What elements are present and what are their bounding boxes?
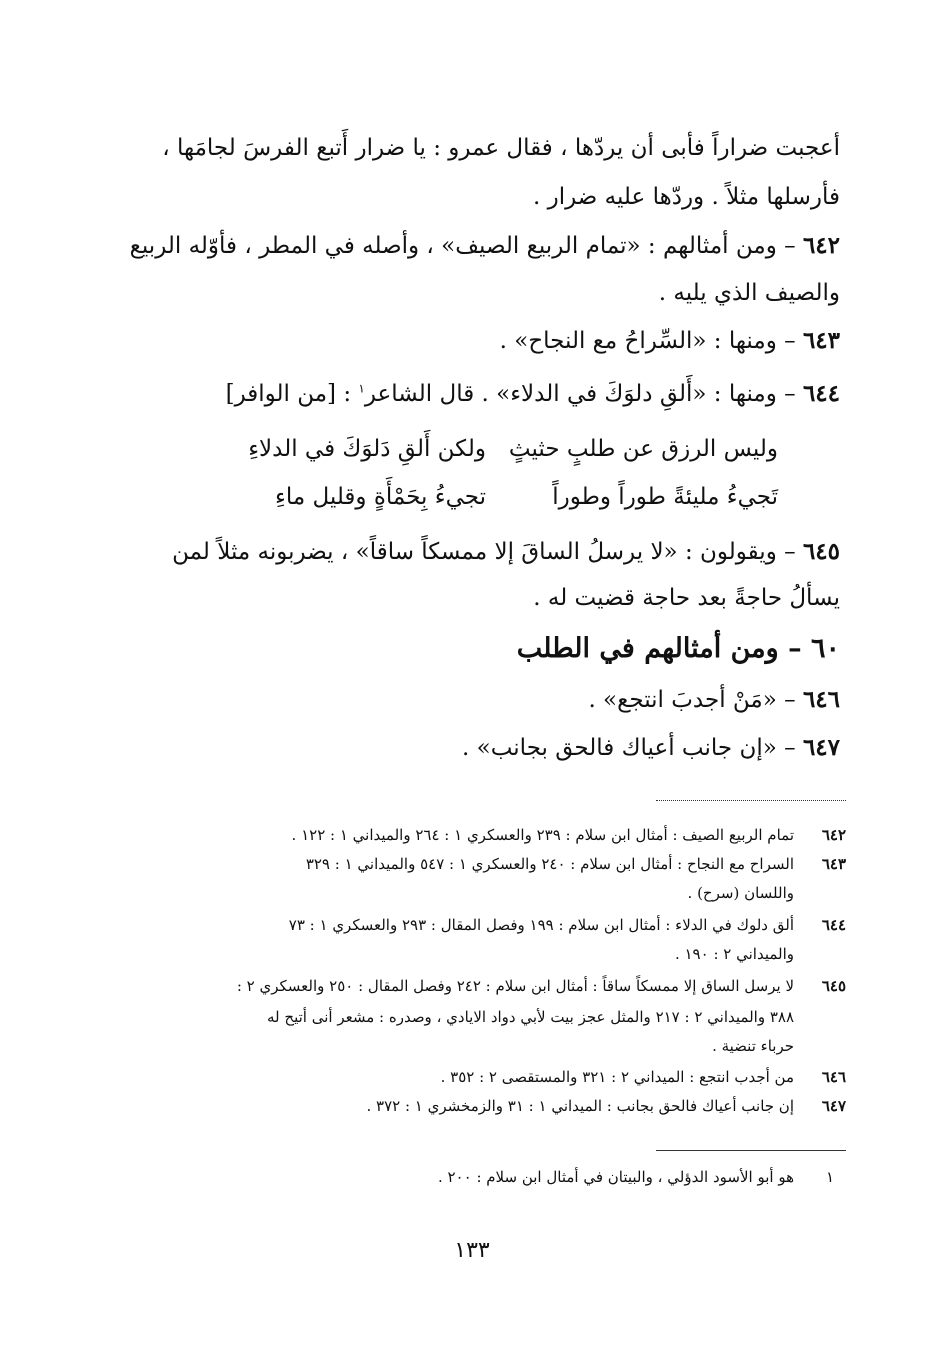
footnote-mark: ١ [825,1168,834,1186]
entry-643-text: – ومنها : «السِّراحُ مع النجاح» . [499,328,803,354]
note-647-line-1: إن جانب أعياك فالحق بجانب : الميداني ١ : ٣١ والزمخشري ١ : ٣٧٢ . [366,1097,794,1115]
footnote-reference: ١ [358,381,365,396]
note-643-number: ٦٤٣ [821,855,846,873]
entry-646-text: – «مَنْ أجدبَ انتجع» . [588,687,803,713]
intro-line-1-text: أعجبت ضراراً فأبى أن يردّها ، فقال عمرو : يا ضرار أَتبع الفرسَ لجامَها ، [162,135,840,161]
footnote-divider [656,1150,846,1151]
note-644-line-1: ألق دلوك في الدلاء : أمثال ابن سلام : ١٩٩ وفصل المقال : ٢٩٣ والعسكري ١ : ٧٣ [288,916,794,934]
verse-1-first-hemistich-text: وليس الرزق عن طلبٍ حثيثٍ [508,436,778,462]
entry-645-number: ٦٤٥ [802,538,840,565]
note-645-line-3: حرباء تنضية . [712,1037,794,1055]
note-646-number: ٦٤٦ [821,1068,846,1086]
entry-643 [170,327,840,356]
entry-647 [170,734,840,763]
intro-line-1 [162,135,840,163]
entry-644-text: – ومنها : «أَلقِ دلوَكَ في الدلاء» . قال الشاعر [364,381,803,407]
intro-line-2-text: فأرسلها مثلاً . وردّها عليه ضرار . [533,184,840,210]
poetic-meter: : [من الوافر] [225,381,359,407]
verse-1-second-hemistich-text: ولكن أَلقِ دَلوَكَ في الدلاءِ [248,436,486,462]
intro-line-2 [170,184,840,212]
verse-2-first-hemistich-text: تَجيءُ مليئةً طوراً وطوراً [552,484,778,510]
verse-2-first-hemistich [552,484,778,510]
note-647-number: ٦٤٧ [821,1097,846,1115]
entry-645-text-continued: يسألُ حاجةً بعد حاجة قضيت له . [533,585,840,611]
entry-644-number: ٦٤٤ [802,380,840,407]
verse-1-second-hemistich [248,436,486,462]
entry-643-number: ٦٤٣ [802,327,840,354]
page-number: ١٣٣ [454,1238,490,1263]
note-645-number: ٦٤٥ [821,977,846,995]
entry-645-line-2 [170,585,840,613]
entry-642-text: – ومن أمثالهم : «تمام الربيع الصيف» ، وأصله في المطر ، فأوّله الربيع [129,233,803,259]
entry-642-number: ٦٤٢ [802,232,840,259]
notes-divider [656,800,846,801]
entry-647-text: – «إن جانب أعياك فالحق بجانب» . [462,735,803,761]
verse-2-second-hemistich [275,484,486,510]
entry-644 [170,380,840,409]
entry-645-text: – ويقولون : «لا يرسلُ الساقَ إلا ممسكاً ساقاً» ، يضربونه مثلاً لمن [172,539,803,565]
note-642-line-1: تمام الربيع الصيف : أمثال ابن سلام : ٢٣٩ والعسكري ١ : ٢٦٤ والميداني ١ : ١٢٢ . [291,826,794,844]
entry-646-number: ٦٤٦ [802,686,840,713]
note-644-line-2: والميداني ٢ : ١٩٠ . [674,945,794,963]
entry-645-line-1 [170,538,840,567]
entry-642-text-continued: والصيف الذي يليه . [658,280,840,306]
note-646-line-1: من أجدب انتجع : الميداني ٢ : ٣٢١ والمستقصى ٢ : ٣٥٢ . [440,1068,794,1086]
footnote-text: هو أبو الأسود الدؤلي ، والبيتان في أمثال ابن سلام : ٢٠٠ . [437,1168,794,1186]
verse-1-first-hemistich [509,436,778,462]
note-642-number: ٦٤٢ [821,826,846,844]
entry-642-line-1 [129,232,840,261]
verse-2-second-hemistich-text: تجيءُ بِحَمْأَةٍ وقليل ماءِ [275,484,486,510]
entry-647-number: ٦٤٧ [802,734,840,761]
note-645-line-1: لا يرسل الساق إلا ممسكاً ساقاً : أمثال ابن سلام : ٢٤٢ وفصل المقال : ٢٥٠ والعسكري ٢ : [236,977,794,995]
note-643-line-2: واللسان (سرح) . [687,884,794,902]
note-643-line-1: السراح مع النجاح : أمثال ابن سلام : ٢٤٠ والعسكري ١ : ٥٤٧ والميداني ١ : ٣٢٩ [305,855,794,873]
section-heading [517,633,840,664]
entry-642-line-2 [170,280,840,308]
entry-646 [170,686,840,715]
note-644-number: ٦٤٤ [821,916,846,934]
section-heading-text: ٦٠ – ومن أمثالهم في الطلب [516,633,840,664]
note-645-line-2: ٣٨٨ والميداني ٢ : ٢١٧ والمثل عجز بيت لأبي دواد الايادي ، وصدره : مشعر أنى أتيح له [267,1008,794,1026]
